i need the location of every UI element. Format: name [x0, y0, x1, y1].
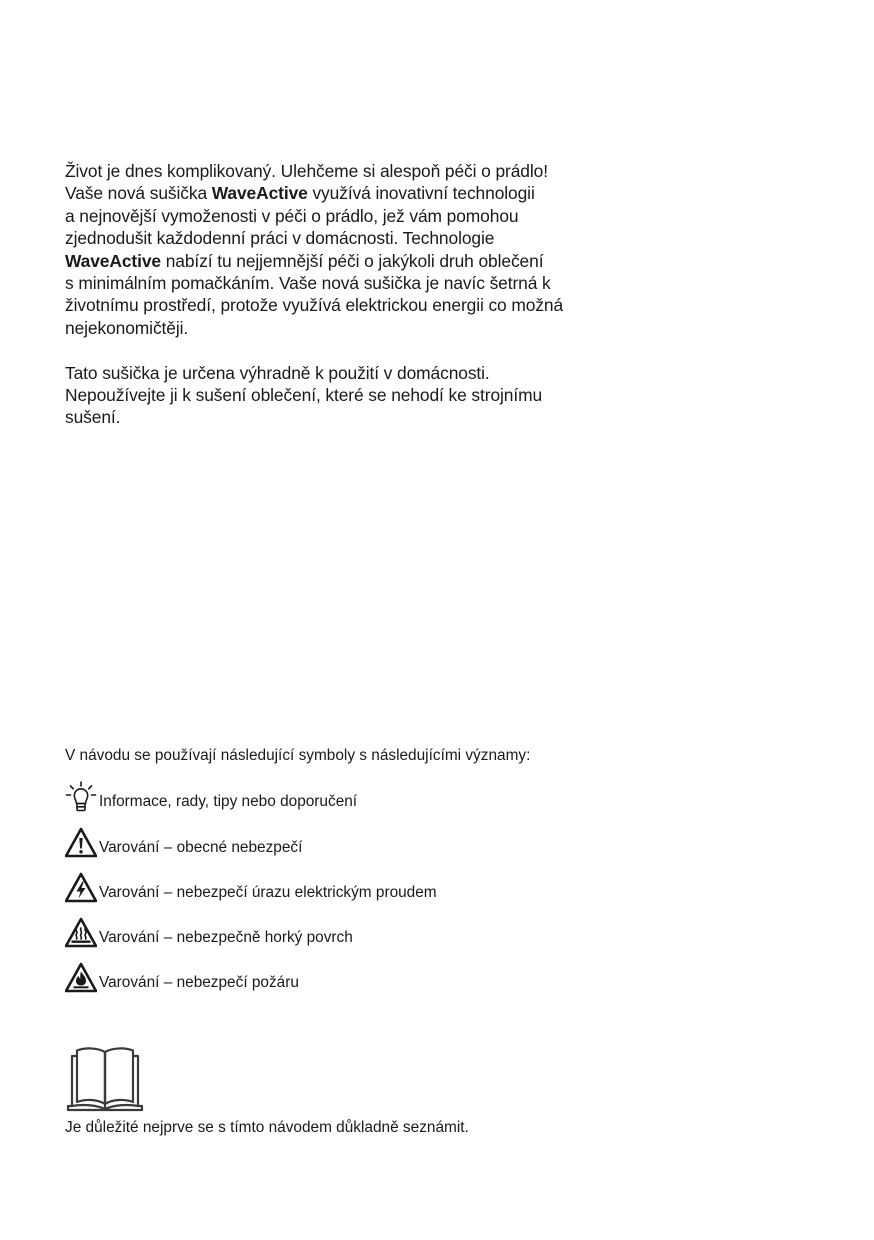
symbol-row-info	[65, 779, 357, 813]
symbol-label: Varování – obecné nebezpečí	[99, 839, 303, 856]
lightbulb-icon	[65, 781, 97, 813]
intro-paragraph-2-line: Nepoužívejte ji k sušení oblečení, které se nehodí ke strojnímu	[65, 385, 543, 406]
warning-fire-icon	[65, 962, 97, 994]
product-name: WaveActive	[65, 250, 161, 271]
intro-paragraph-1-line	[65, 294, 645, 316]
symbol-label: Informace, rady, tipy nebo doporučení	[99, 793, 358, 810]
symbol-row-fire-warning	[65, 960, 299, 994]
intro-text-run: životnímu prostředí, protože využívá elektrickou energii co možná	[65, 295, 564, 316]
warning-hot-surface-icon	[65, 917, 97, 949]
intro-text-run: nabízí tu nejjemnější péči o jakýkoli druh oblečení	[160, 250, 544, 271]
intro-paragraph-1	[65, 160, 645, 339]
intro-paragraph-1-line	[65, 160, 645, 182]
symbol-row-hot-surface-warning	[65, 915, 353, 949]
symbols-heading: V návodu se používají následující symboly s následujícími významy:	[65, 747, 531, 764]
intro-text-run: Život je dnes komplikovaný. Ulehčeme si alespoň péči o prádlo!	[65, 161, 548, 181]
intro-paragraph-2-line: Tato sušička je určena výhradně k použití v domácnosti.	[65, 362, 490, 383]
intro-paragraph-2	[65, 362, 645, 429]
symbol-label: Varování – nebezpečně horký povrch	[99, 929, 353, 946]
warning-general-icon	[65, 827, 97, 859]
intro-text-run: nejekonomičtěji.	[65, 317, 189, 338]
symbol-row-electric-warning	[65, 870, 437, 904]
open-book-icon	[66, 1046, 144, 1112]
intro-text-run: využívá inovativní technologii	[307, 183, 535, 204]
intro-text-run: Vaše nová sušička	[65, 183, 212, 204]
symbol-row-general-warning	[65, 825, 302, 859]
symbol-label: Varování – nebezpečí požáru	[99, 974, 299, 991]
intro-paragraph-1-line	[65, 272, 645, 294]
intro-paragraph-1-line	[65, 317, 645, 339]
intro-paragraph-1-line	[65, 182, 645, 204]
intro-paragraph-1-line	[65, 205, 645, 227]
warning-electric-icon	[65, 872, 97, 904]
read-manual-note: Je důležité nejprve se s tímto návodem důkladně seznámit.	[65, 1119, 469, 1136]
intro-text-run: a nejnovější vymoženosti v péči o prádlo, jež vám pomohou	[65, 205, 519, 226]
intro-text-run: zjednodušit každodenní práci v domácnosti. Technologie	[65, 228, 495, 249]
product-name: WaveActive	[211, 183, 308, 204]
symbols-legend	[65, 746, 765, 991]
intro-text-run: s minimálním pomačkáním. Vaše nová sušička je navíc šetrná k	[65, 273, 551, 294]
intro-text	[65, 160, 645, 429]
intro-paragraph-2-line: sušení.	[65, 407, 121, 428]
intro-paragraph-1-line	[65, 227, 645, 249]
symbol-label: Varování – nebezpečí úrazu elektrickým proudem	[99, 884, 437, 901]
intro-paragraph-1-line	[65, 250, 645, 272]
